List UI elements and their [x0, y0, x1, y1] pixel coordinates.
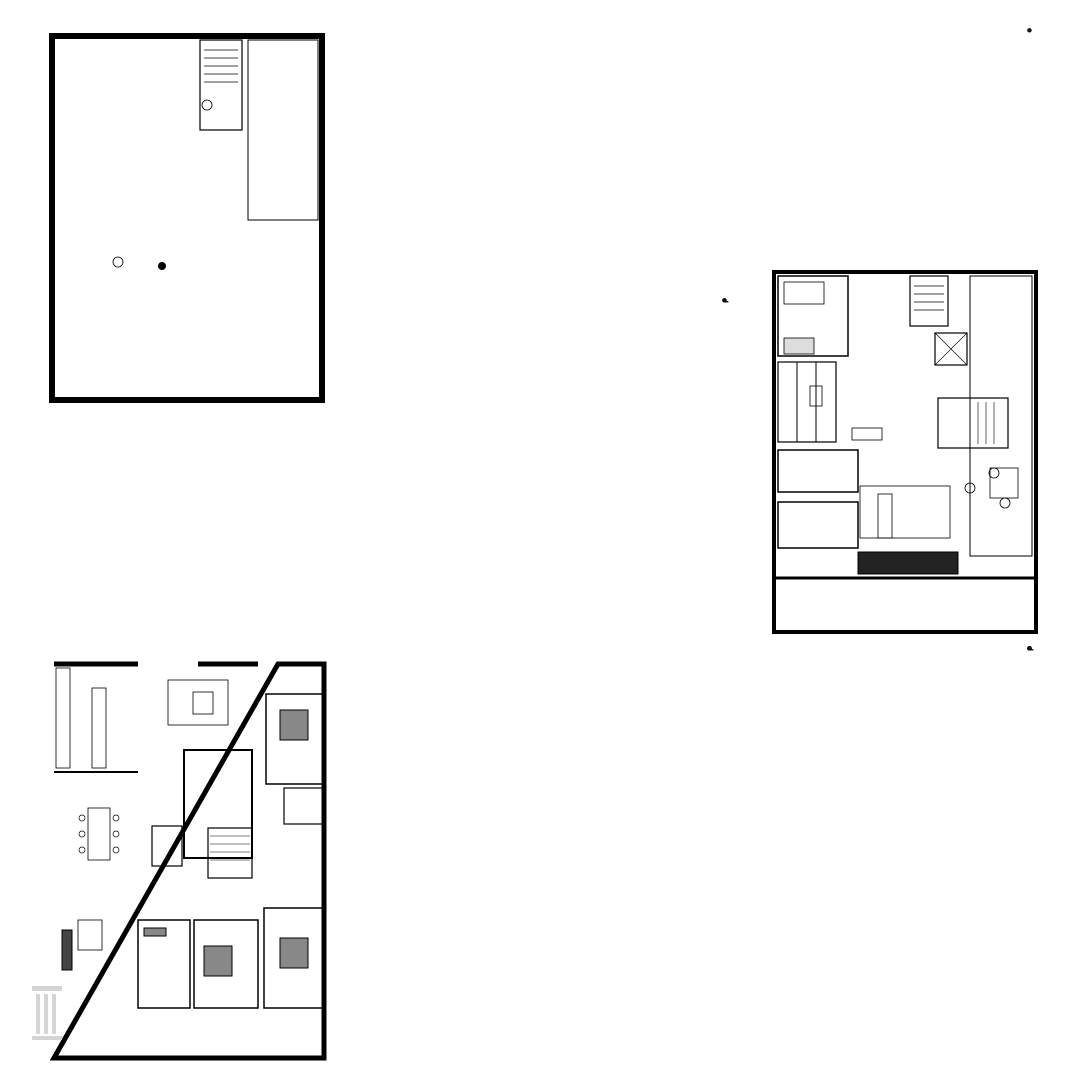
column-logo-icon — [28, 982, 68, 1042]
parking-plan-drawing — [40, 30, 340, 410]
ground-floor-plan-drawing — [770, 268, 1040, 636]
watermark-logo — [28, 982, 238, 1052]
